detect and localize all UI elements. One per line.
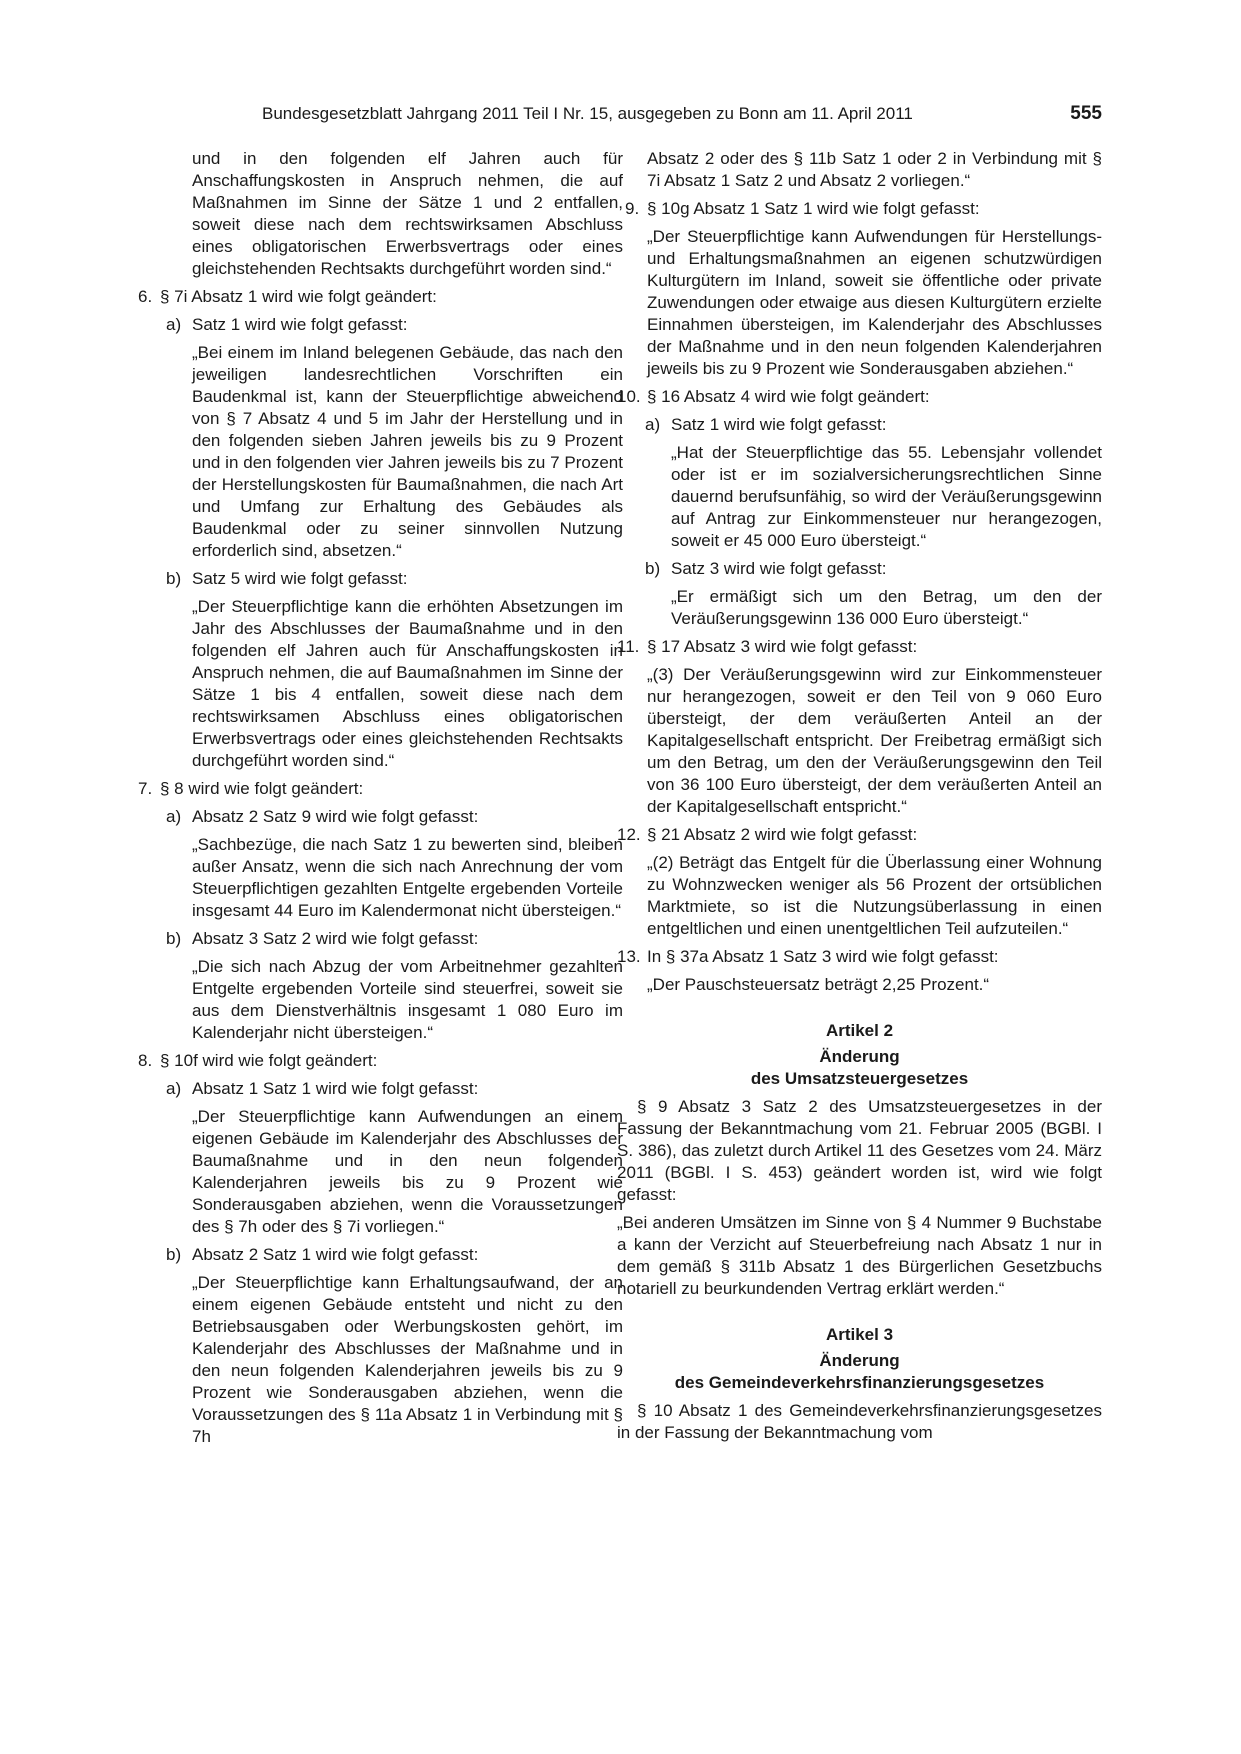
item-text: § 7i Absatz 1 wird wie folgt geändert: [160, 287, 437, 306]
item-number: 9. [625, 199, 640, 218]
sub-item-text: Absatz 2 Satz 1 wird wie folgt gefasst: [192, 1245, 479, 1264]
sub-item-8b [138, 1244, 623, 1266]
quote-paragraph: „Sachbezüge, die nach Satz 1 zu bewerten sind, bleiben außer Ansatz, wenn die sich nach Anrechnung der vom Steuerpflichtigen gezahlten Entgelte ergebenden Vorteile insgesamt 44 Euro im Kalendermonat nicht übersteigen.“ [192, 835, 623, 920]
article-2-subtitle-line-2: des Umsatzsteuergesetzes [750, 1069, 969, 1088]
list-item-11 [617, 636, 1102, 658]
sub-item-text: Satz 5 wird wie folgt gefasst: [192, 569, 408, 588]
article-3-paragraph: § 10 Absatz 1 des Gemeindeverkehrsfinanzierungsgesetzes in der Fassung der Bekanntmachung vom [617, 1401, 1102, 1442]
item-text: § 17 Absatz 3 wird wie folgt gefasst: [647, 637, 918, 656]
quote-paragraph: „Die sich nach Abzug der vom Arbeitnehmer gezahlten Entgelte ergebenden Vorteile sind steuerfrei, soweit sie aus dem Dienstverhältnis insgesamt 1 080 Euro im Kalenderjahr nicht übersteigen.“ [192, 957, 623, 1042]
sub-item-text: Absatz 2 Satz 9 wird wie folgt gefasst: [192, 807, 479, 826]
list-item-13 [617, 946, 1102, 968]
quote-paragraph: „Hat der Steuerpflichtige das 55. Lebensjahr vollendet oder ist er im sozialversicherungsrechtlichen Sinne dauernd berufsunfähig, so wird der Veräußerungsgewinn auf Antrag zur Einkommensteuer nur herangezogen, soweit er 45 000 Euro übersteigt.“ [671, 443, 1102, 550]
quote-paragraph: „Der Steuerpflichtige kann Erhaltungsaufwand, der an einem eigenen Gebäude entsteht und nicht zu den Betriebsausgaben oder Werbungskosten gehört, im Kalenderjahr des Abschlusses der Maßnahme und in den neun folgenden Kalenderjahren jeweils bis zu 9 Prozent wie Sonderausgaben abziehen, wenn die Voraussetzungen des § 11a Absatz 1 in Verbindung mit § 7h [192, 1273, 623, 1446]
list-item-8 [138, 1050, 623, 1072]
article-2-paragraph: § 9 Absatz 3 Satz 2 des Umsatzsteuergesetzes in der Fassung der Bekanntmachung vom 21. Februar 2005 (BGBl. I S. 386), das zuletzt durch Artikel 11 des Gesetzes vom 24. März 2011 (BGBl. I S. 453) geändert worden ist, wird wie folgt gefasst: [617, 1097, 1102, 1204]
sub-item-letter: b) [166, 929, 182, 948]
list-item-10 [617, 386, 1102, 408]
continued-paragraph: Absatz 2 oder des § 11b Satz 1 oder 2 in Verbindung mit § 7i Absatz 1 Satz 2 und Absatz 2 vorliegen.“ [647, 149, 1102, 190]
article-2-quote: „Bei anderen Umsätzen im Sinne von § 4 Nummer 9 Buchstabe a kann der Verzicht auf Steuerbefreiung nach Absatz 1 nur in dem gemäß § 311b Absatz 1 des Bürgerlichen Gesetzbuchs notariell zu beurkundenden Vertrag erklärt werden.“ [617, 1213, 1102, 1298]
sub-item-text: Satz 3 wird wie folgt gefasst: [671, 559, 887, 578]
quote-paragraph: „(2) Beträgt das Entgelt für die Überlassung einer Wohnung zu Wohnzwecken weniger als 56 Prozent der ortsüblichen Marktmiete, so ist die Nutzungsüberlassung in einen entgeltlichen und einen unentgeltlichen Teil aufzuteilen.“ [647, 853, 1102, 938]
item-number: 11. [617, 637, 640, 656]
sub-item-text: Satz 1 wird wie folgt gefasst: [671, 415, 887, 434]
page-number: 555 [1070, 103, 1102, 124]
sub-item-letter: a) [166, 807, 182, 826]
sub-item-letter: a) [166, 315, 182, 334]
quote-paragraph: „Der Pauschsteuersatz beträgt 2,25 Prozent.“ [647, 975, 990, 994]
item-number: 8. [138, 1051, 153, 1070]
sub-item-7b [138, 928, 623, 950]
item-text: § 16 Absatz 4 wird wie folgt geändert: [647, 387, 930, 406]
sub-item-10b [617, 558, 1102, 580]
item-number: 7. [138, 779, 153, 798]
item-text: § 21 Absatz 2 wird wie folgt gefasst: [647, 825, 918, 844]
item-text: § 10f wird wie folgt geändert: [160, 1051, 378, 1070]
left-column [138, 148, 623, 1454]
article-3-subtitle-line-1: Änderung [819, 1351, 900, 1370]
sub-item-text: Absatz 1 Satz 1 wird wie folgt gefasst: [192, 1079, 479, 1098]
sub-item-letter: b) [166, 569, 182, 588]
sub-item-8a [138, 1078, 623, 1100]
right-column [617, 148, 1102, 1450]
article-3-title: Artikel 3 [825, 1325, 894, 1344]
sub-item-6b [138, 568, 623, 590]
quote-paragraph: „Er ermäßigt sich um den Betrag, um den der Veräußerungsgewinn 136 000 Euro übersteigt.“ [671, 587, 1102, 628]
item-text: § 10g Absatz 1 Satz 1 wird wie folgt gefasst: [647, 199, 980, 218]
list-item-7 [138, 778, 623, 800]
item-number: 13. [617, 947, 641, 966]
continued-paragraph: und in den folgenden elf Jahren auch für Anschaffungskosten in Anspruch nehmen, die auf Maßnahmen im Sinne der Sätze 1 und 2 entfallen, soweit diese nach dem rechtswirksamen Abschluss eines obligatorischen Erwerbsvertrags oder eines gleichstehenden Rechtsakts durchgeführt worden sind.“ [192, 149, 623, 278]
item-number: 6. [138, 287, 153, 306]
quote-paragraph: „(3) Der Veräußerungsgewinn wird zur Einkommensteuer nur herangezogen, soweit er den Teil von 9 060 Euro übersteigt, der dem veräußerten Anteil an der Kapitalgesellschaft entspricht. Der Freibetrag ermäßigt sich um den Betrag, um den der Veräußerungsgewinn den Teil von 36 100 Euro übersteigt, der dem veräußerten Anteil an der Kapitalgesellschaft entspricht.“ [647, 665, 1102, 816]
list-item-6 [138, 286, 623, 308]
sub-item-letter: b) [166, 1245, 182, 1264]
item-number: 10. [617, 387, 641, 406]
sub-item-letter: a) [166, 1079, 182, 1098]
list-item-12 [617, 824, 1102, 846]
item-text: In § 37a Absatz 1 Satz 3 wird wie folgt gefasst: [647, 947, 999, 966]
article-2-title: Artikel 2 [825, 1021, 894, 1040]
page-header [262, 101, 1102, 127]
quote-paragraph: „Der Steuerpflichtige kann die erhöhten Absetzungen im Jahr des Abschlusses der Baumaßnahme und in den folgenden elf Jahren auch für Anschaffungskosten in Anspruch nehmen, die auf Baumaßnahmen im Sinne der Sätze 1 bis 4 entfallen, soweit diese nach dem rechtswirksamen Abschluss eines obligatorischen Erwerbsvertrags oder eines gleichstehenden Rechtsakts durchgeführt worden sind.“ [192, 597, 623, 770]
sub-item-text: Satz 1 wird wie folgt gefasst: [192, 315, 408, 334]
article-3-subtitle-line-2: des Gemeindeverkehrsfinanzierungsgesetzes [674, 1373, 1045, 1392]
sub-item-letter: a) [645, 415, 661, 434]
item-text: § 8 wird wie folgt geändert: [160, 779, 364, 798]
sub-item-6a [138, 314, 623, 336]
article-2-subtitle-line-1: Änderung [819, 1047, 900, 1066]
quote-paragraph: „Bei einem im Inland belegenen Gebäude, das nach den jeweiligen landesrechtlichen Vorschriften ein Baudenkmal ist, kann der Steuerpflichtige abweichend von § 7 Absatz 4 und 5 im Jahr der Herstellung und in den folgenden sieben Jahren jeweils bis zu 9 Prozent und in den folgenden vier Jahren jeweils bis zu 7 Prozent der Herstellungskosten für Baumaßnahmen, die nach Art und Umfang zur Erhaltung des Gebäudes als Baudenkmal oder zu seiner sinnvollen Nutzung erforderlich sind, absetzen.“ [192, 343, 623, 560]
header-text: Bundesgesetzblatt Jahrgang 2011 Teil I Nr. 15, ausgegeben zu Bonn am 11. April 2011 [262, 104, 913, 123]
sub-item-7a [138, 806, 623, 828]
list-item-9 [617, 198, 1102, 220]
sub-item-letter: b) [645, 559, 661, 578]
sub-item-10a [617, 414, 1102, 436]
quote-paragraph: „Der Steuerpflichtige kann Aufwendungen für Herstellungs- und Erhaltungsmaßnahmen an eigenen schutzwürdigen Kulturgütern im Inland, soweit sie öffentliche oder private Zuwendungen oder etwaige aus diesen Kulturgütern erzielte Einnahmen übersteigen, im Kalenderjahr des Abschlusses der Maßnahme und in den neun folgenden Kalenderjahren jeweils bis zu 9 Prozent wie Sonderausgaben abziehen.“ [647, 227, 1102, 378]
sub-item-text: Absatz 3 Satz 2 wird wie folgt gefasst: [192, 929, 479, 948]
quote-paragraph: „Der Steuerpflichtige kann Aufwendungen an einem eigenen Gebäude im Kalenderjahr des Abschlusses der Baumaßnahme und in den neun folgenden Kalenderjahren jeweils bis zu 9 Prozent wie Sonderausgaben abziehen, wenn die Voraussetzungen des § 7h oder des § 7i vorliegen.“ [192, 1107, 623, 1236]
item-number: 12. [617, 825, 641, 844]
